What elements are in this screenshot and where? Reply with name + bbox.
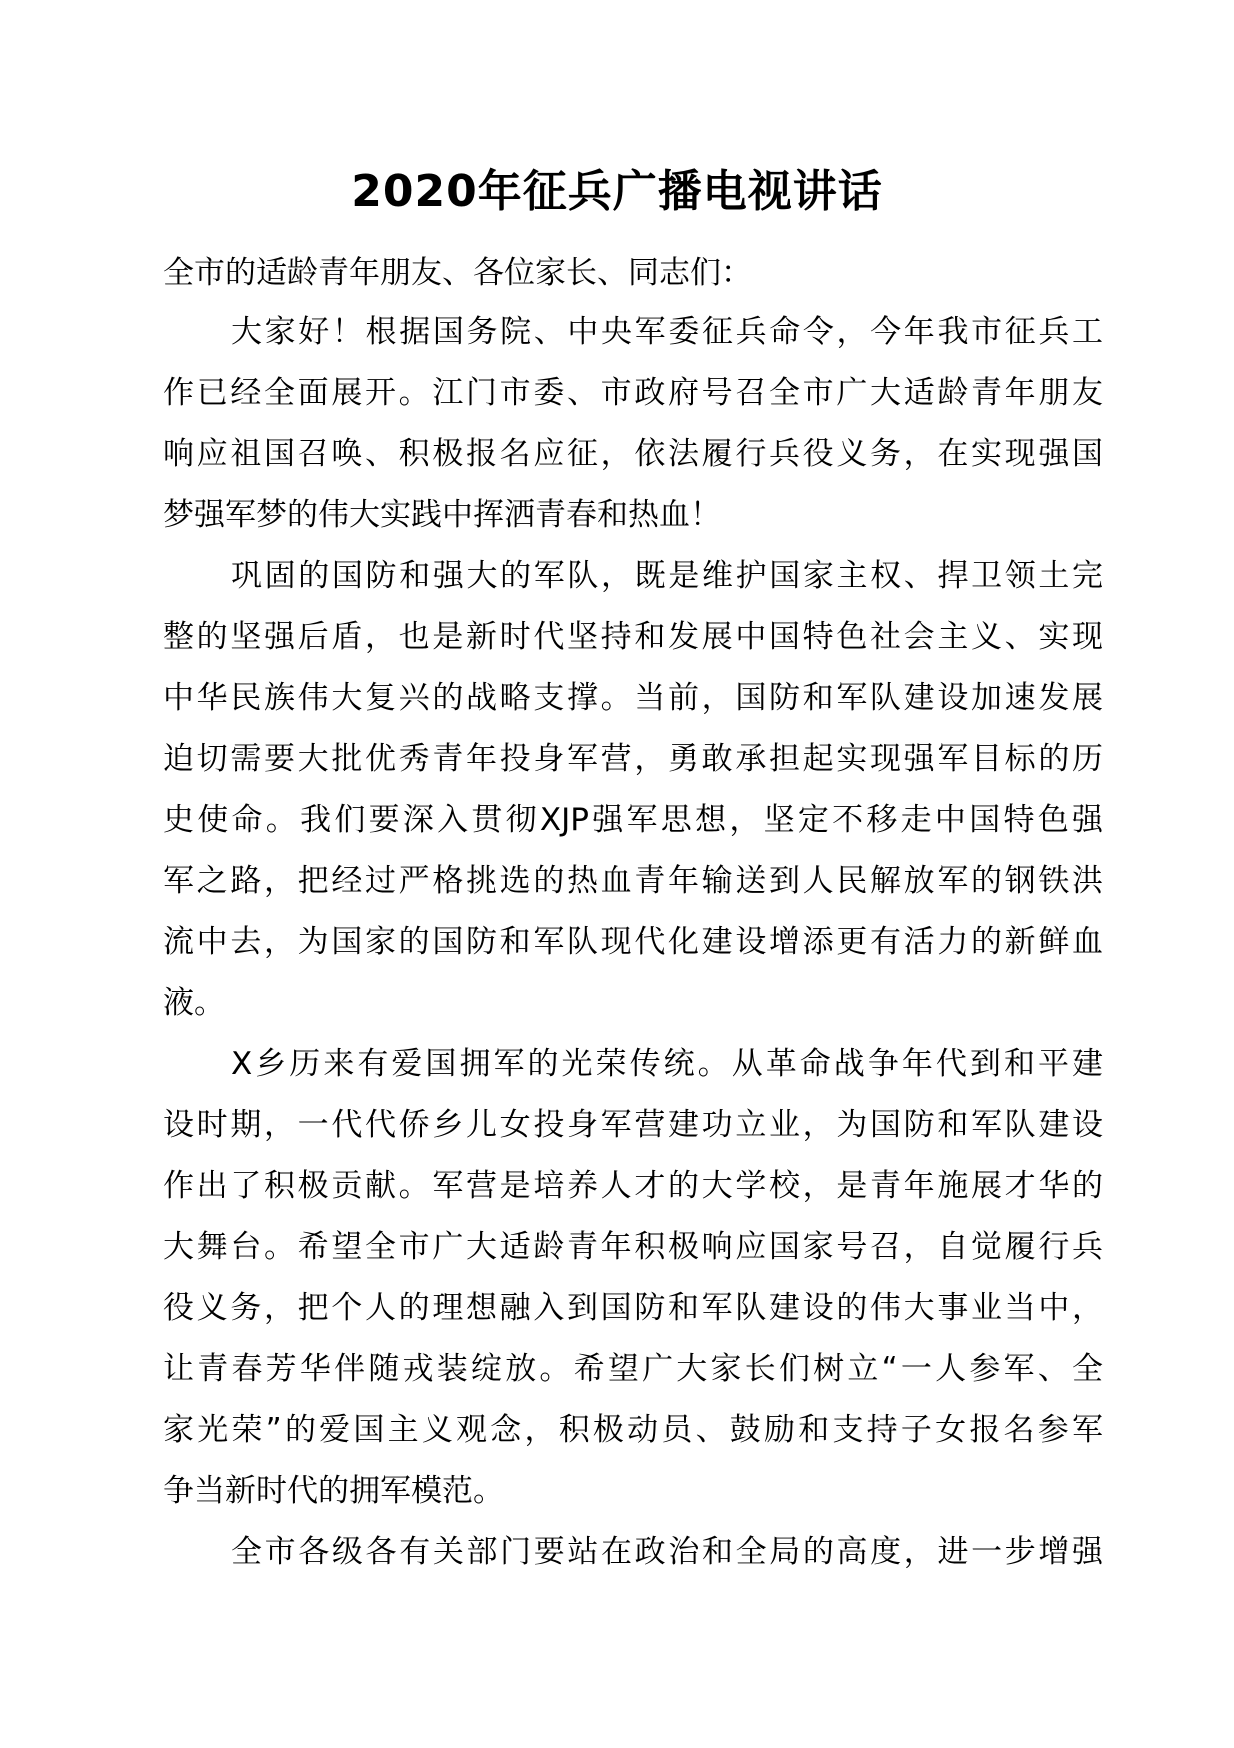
text-line: 作已经全面展开。江门市委、市政府号召全市广大适龄青年朋友 [163,375,1103,411]
text-line: 中华民族伟大复兴的战略支撑。当前，国防和军队建设加速发展 [163,680,1103,716]
paragraph [163,302,1103,546]
text-line: 让青春芳华伴随戎装绽放。希望广大家长们树立“一人参军、全 [163,1351,1103,1387]
text-line: 迫切需要大批优秀青年投身军营，勇敢承担起实现强军目标的历 [163,741,1103,777]
salutation: 全市的适龄青年朋友、各位家长、同志们： [163,255,752,291]
text-line: 大舞台。希望全市广大适龄青年积极响应国家号召，自觉履行兵 [163,1229,1103,1265]
text-line: 梦强军梦的伟大实践中挥洒青春和热血！ [163,497,721,533]
text-line: 役义务，把个人的理想融入到国防和军队建设的伟大事业当中， [163,1290,1103,1326]
text-line: 作出了积极贡献。军营是培养人才的大学校，是青年施展才华的 [163,1168,1103,1204]
text-line: 史使命。我们要深入贯彻XJP强军思想，坚定不移走中国特色强 [163,802,1103,838]
text-line: 大家好！根据国务院、中央军委征兵命令，今年我市征兵工 [231,314,1103,350]
text-line: 设时期，一代代侨乡儿女投身军营建功立业，为国防和军队建设 [163,1107,1103,1143]
text-line: X乡历来有爱国拥军的光荣传统。从革命战争年代到和平建 [231,1046,1103,1082]
text-line: 流中去，为国家的国防和军队现代化建设增添更有活力的新鲜血 [163,924,1103,960]
text-line: 响应祖国召唤、积极报名应征，依法履行兵役义务，在实现强国 [163,436,1103,472]
text-line: 争当新时代的拥军模范。 [163,1473,504,1509]
text-line: 巩固的国防和强大的军队，既是维护国家主权、捍卫领土完 [231,558,1103,594]
document-title: 2020年征兵广播电视讲话 [351,166,883,217]
text-line: 全市各级各有关部门要站在政治和全局的高度，进一步增强 [231,1534,1103,1570]
paragraph [163,1034,1103,1522]
document-body [163,302,1103,1583]
text-line: 军之路，把经过严格挑选的热血青年输送到人民解放军的钢铁洪 [163,863,1103,899]
paragraph [163,1522,1103,1583]
text-line: 液。 [163,985,225,1021]
text-line: 整的坚强后盾，也是新时代坚持和发展中国特色社会主义、实现 [163,619,1103,655]
text-line: 家光荣”的爱国主义观念，积极动员、鼓励和支持子女报名参军 [163,1412,1103,1448]
paragraph [163,546,1103,1034]
